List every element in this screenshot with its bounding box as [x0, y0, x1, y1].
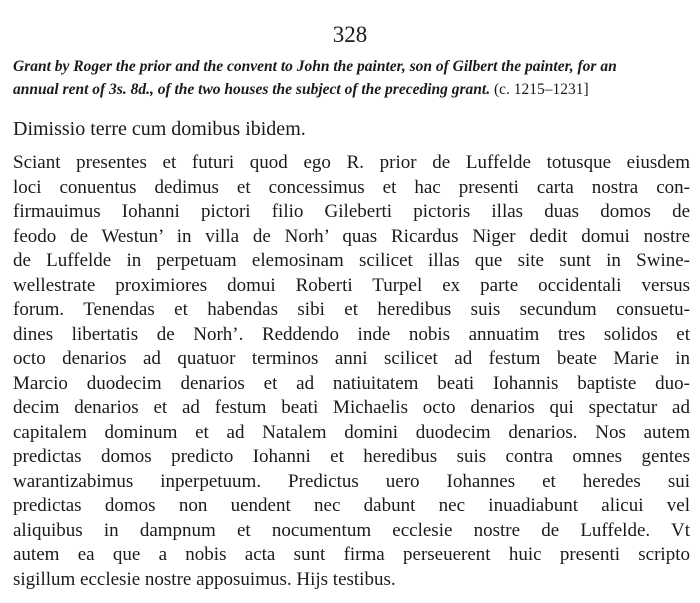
body-line: octo denarios ad quatuor terminos anni scilicet ad festum beate Marie in [13, 348, 690, 369]
body-line: Marcio duodecim denarios et ad natiuitatem beati Iohannis baptiste duo- [13, 372, 690, 394]
heading-line-1: Grant by Roger the prior and the convent to John the painter, son of Gilbert the painter, for an [13, 58, 617, 75]
body-line: warantizabimus inperpetuum. Predictus uero Iohannes et heredes sui [13, 470, 690, 492]
body-line: loci conuentus dedimus et concessimus et hac presenti carta nostra con- [13, 176, 690, 198]
body-line-last: sigillum ecclesie nostre apposuimus. Hijs testibus. [13, 568, 396, 590]
heading-line-2 [13, 78, 697, 101]
body-line: autem ea que a nobis acta sunt firma perseuerent huic presenti scripto [13, 544, 690, 565]
charter-title: Dimissio terre cum domibus ibidem. [13, 118, 306, 140]
heading-line-2-text: annual rent of 3s. 8d., of the two houses the subject of the preceding grant. [13, 81, 491, 98]
body-line: predictas domos non uendent nec dabunt nec inuadiabunt alicui vel [13, 495, 690, 516]
body-line: dines libertatis de Norh’. Reddendo inde nobis annuatim tres solidos et [13, 323, 690, 345]
charter-summary-heading [13, 55, 697, 101]
body-line: aliquibus in dampnum et nocumentum ecclesie nostre de Luffelde. Vt [13, 519, 690, 541]
charter-body [13, 151, 690, 592]
body-line: capitalem dominum et ad Natalem domini duodecim denarios. Nos autem [13, 421, 690, 443]
body-line: decim denarios et ad festum beati Michaelis octo denarios qui spectatur ad [13, 397, 690, 418]
body-line: wellestrate proximiores domui Roberti Turpel ex parte occidentali versus [13, 274, 690, 296]
body-line: feodo de Westun’ in villa de Norh’ quas Ricardus Niger dedit domui nostre [13, 225, 690, 247]
body-line: Sciant presentes et futuri quod ego R. prior de Luffelde totusque eiusdem [13, 152, 690, 173]
body-line: forum. Tenendas et habendas sibi et heredibus suis secundum consuetu- [13, 299, 690, 320]
body-line: firmauimus Iohanni pictori filio Gileberti pictoris illas duas domos de [13, 201, 690, 222]
heading-date: (c. 1215–1231] [493, 81, 589, 98]
page-number: 328 [332, 22, 368, 47]
body-line: de Luffelde in perpetuam elemosinam scilicet illas que site sunt in Swine- [13, 250, 690, 271]
body-line: predictas domos predicto Iohanni et heredibus suis contra omnes gentes [13, 446, 690, 467]
